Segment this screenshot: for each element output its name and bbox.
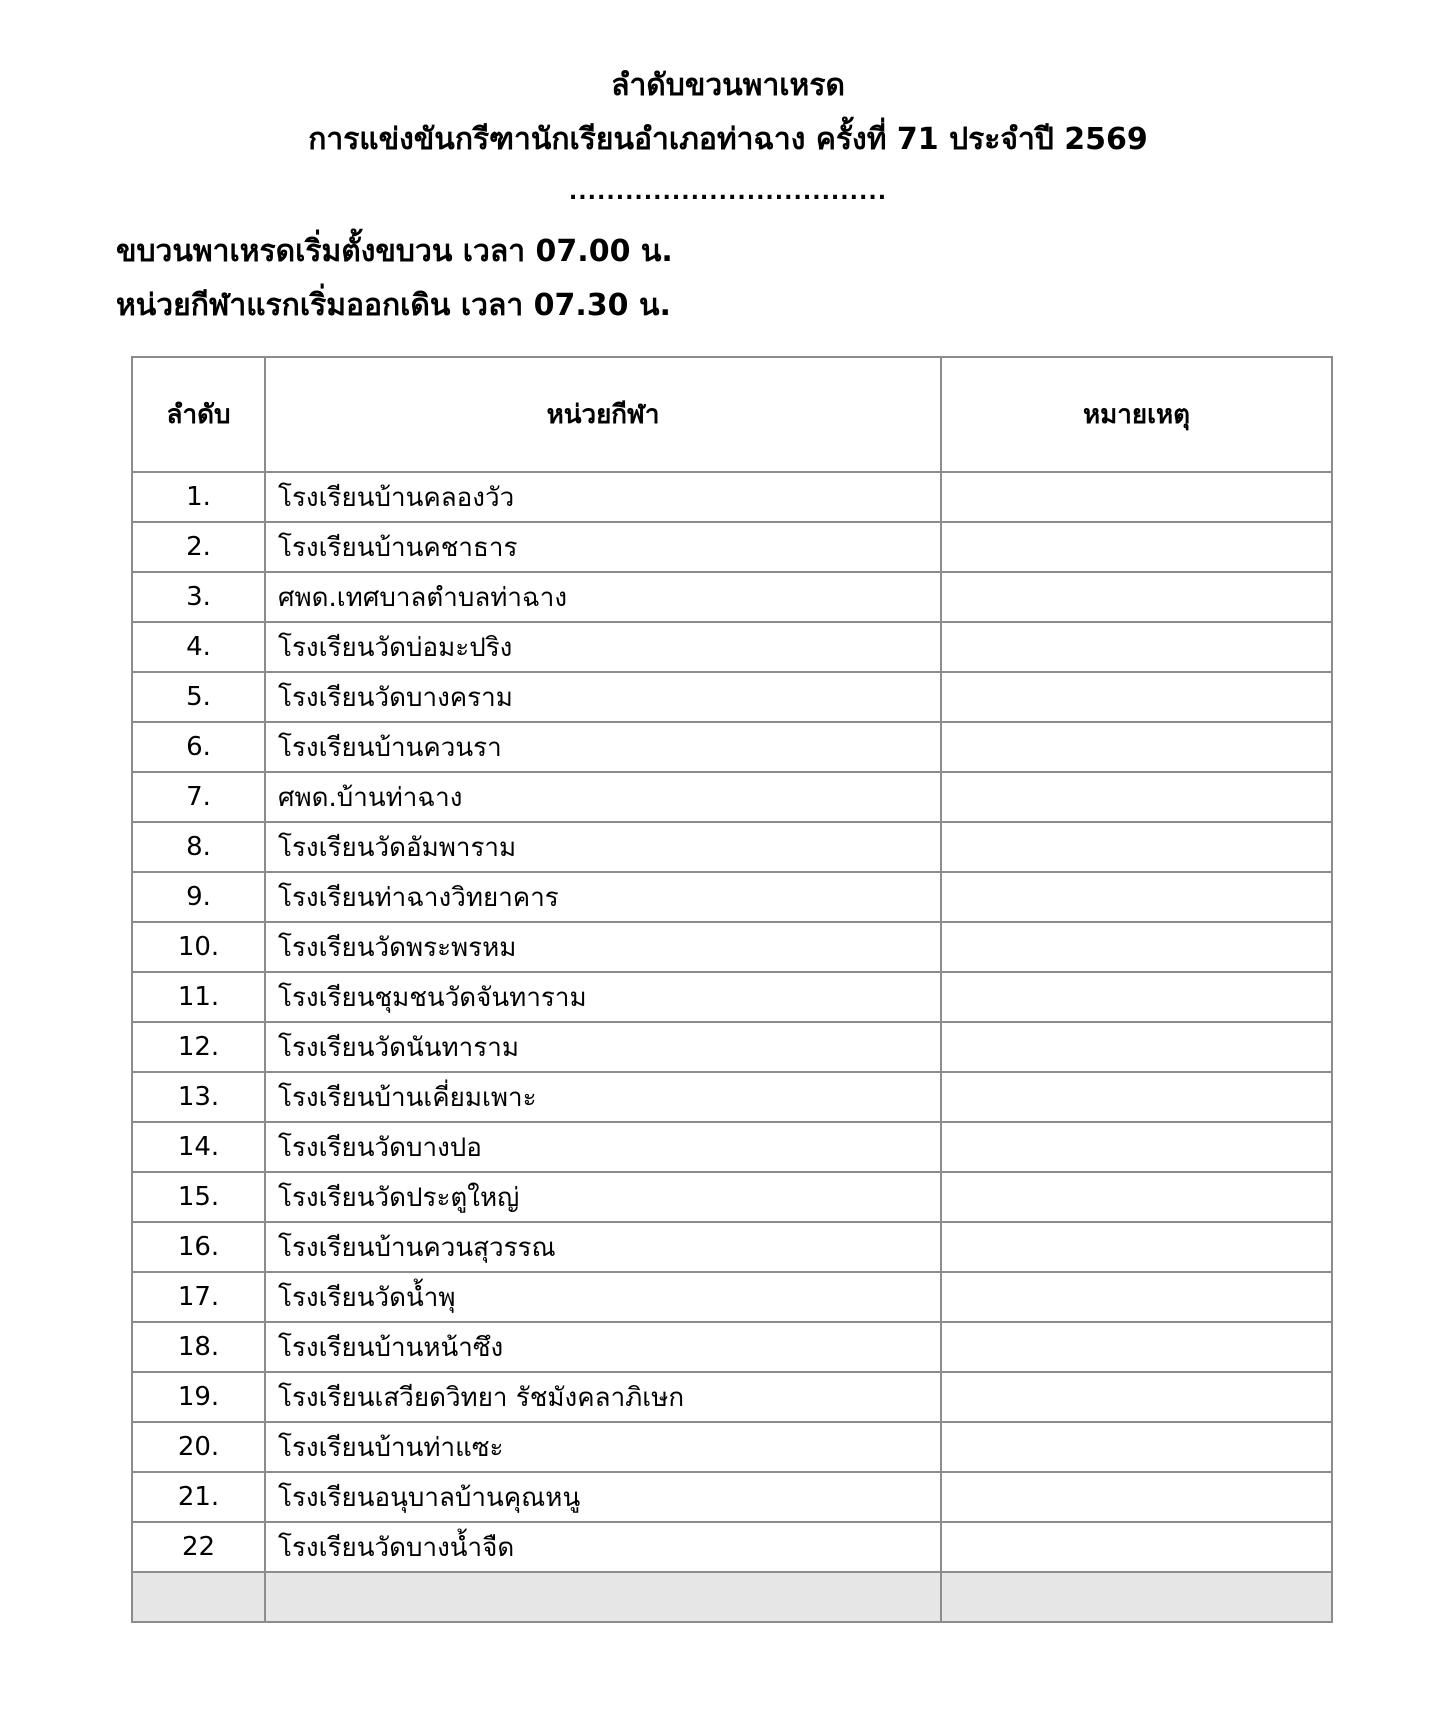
table-row <box>132 972 1332 1022</box>
row-note <box>941 572 1332 622</box>
row-order: 20. <box>132 1422 265 1472</box>
table-row <box>132 1522 1332 1572</box>
empty-cell <box>941 1572 1332 1622</box>
empty-cell <box>265 1572 941 1622</box>
row-order: 9. <box>132 872 265 922</box>
table-row <box>132 472 1332 522</box>
row-note <box>941 1322 1332 1372</box>
row-unit: ศพด.เทศบาลตำบลท่าฉาง <box>265 572 941 622</box>
row-order: 7. <box>132 772 265 822</box>
row-note <box>941 822 1332 872</box>
table-row <box>132 672 1332 722</box>
row-order: 16. <box>132 1222 265 1272</box>
dotted-separator: .................................. <box>568 180 888 205</box>
row-unit: โรงเรียนบ้านคชาธาร <box>265 522 941 572</box>
row-note <box>941 722 1332 772</box>
row-note <box>941 1172 1332 1222</box>
table-row <box>132 1422 1332 1472</box>
empty-cell <box>132 1572 265 1622</box>
row-unit: โรงเรียนวัดอัมพาราม <box>265 822 941 872</box>
table-row <box>132 1272 1332 1322</box>
row-order: 5. <box>132 672 265 722</box>
table-row <box>132 772 1332 822</box>
row-order: 14. <box>132 1122 265 1172</box>
row-order: 2. <box>132 522 265 572</box>
row-note <box>941 1072 1332 1122</box>
empty-table-row <box>132 1572 1332 1622</box>
row-note <box>941 1222 1332 1272</box>
row-unit: โรงเรียนชุมชนวัดจันทาราม <box>265 972 941 1022</box>
table-row <box>132 922 1332 972</box>
row-order: 21. <box>132 1472 265 1522</box>
row-order: 18. <box>132 1322 265 1372</box>
row-unit: โรงเรียนวัดบางน้ำจืด <box>265 1522 941 1572</box>
row-note <box>941 972 1332 1022</box>
row-note <box>941 772 1332 822</box>
column-header-order: ลำดับ <box>132 357 265 472</box>
table-row <box>132 872 1332 922</box>
row-unit: โรงเรียนวัดประตูใหญ่ <box>265 1172 941 1222</box>
page-subtitle: การแข่งขันกรีฑานักเรียนอำเภอท่าฉาง ครั้งที่ 71 ประจำปี 2569 <box>308 122 1148 157</box>
table-row <box>132 1022 1332 1072</box>
row-unit: โรงเรียนบ้านควนสุวรรณ <box>265 1222 941 1272</box>
table-row <box>132 1372 1332 1422</box>
row-note <box>941 1472 1332 1522</box>
table-row <box>132 522 1332 572</box>
row-unit: โรงเรียนบ้านหน้าซึง <box>265 1322 941 1372</box>
row-order: 6. <box>132 722 265 772</box>
row-unit: โรงเรียนบ้านเคี่ยมเพาะ <box>265 1072 941 1122</box>
row-unit: โรงเรียนวัดน้ำพุ <box>265 1272 941 1322</box>
column-header-unit: หน่วยกีฬา <box>265 357 941 472</box>
row-note <box>941 1422 1332 1472</box>
table-row <box>132 1172 1332 1222</box>
row-unit: โรงเรียนบ้านควนรา <box>265 722 941 772</box>
table-row <box>132 1472 1332 1522</box>
row-unit: ศพด.บ้านท่าฉาง <box>265 772 941 822</box>
row-order: 4. <box>132 622 265 672</box>
row-note <box>941 1122 1332 1172</box>
row-order: 19. <box>132 1372 265 1422</box>
row-note <box>941 472 1332 522</box>
row-note <box>941 872 1332 922</box>
row-order: 1. <box>132 472 265 522</box>
row-order: 12. <box>132 1022 265 1072</box>
row-unit: โรงเรียนบ้านคลองวัว <box>265 472 941 522</box>
row-unit: โรงเรียนอนุบาลบ้านคุณหนู <box>265 1472 941 1522</box>
row-note <box>941 1372 1332 1422</box>
row-note <box>941 1272 1332 1322</box>
page-title: ลำดับขวนพาเหรด <box>611 68 845 103</box>
row-order: 13. <box>132 1072 265 1122</box>
row-order: 3. <box>132 572 265 622</box>
row-order: 15. <box>132 1172 265 1222</box>
table-body <box>132 472 1332 1622</box>
row-unit: โรงเรียนวัดนันทาราม <box>265 1022 941 1072</box>
row-unit: โรงเรียนวัดบางคราม <box>265 672 941 722</box>
row-unit: โรงเรียนวัดบางปอ <box>265 1122 941 1172</box>
table-header-row <box>132 357 1332 472</box>
row-unit: โรงเรียนเสวียดวิทยา รัชมังคลาภิเษก <box>265 1372 941 1422</box>
table-row <box>132 572 1332 622</box>
row-unit: โรงเรียนวัดพระพรหม <box>265 922 941 972</box>
row-order: 22 <box>132 1522 265 1572</box>
row-unit: โรงเรียนท่าฉางวิทยาคาร <box>265 872 941 922</box>
table-row <box>132 1322 1332 1372</box>
table-row <box>132 822 1332 872</box>
parade-start-time: ขบวนพาเหรดเริ่มตั้งขบวน เวลา 07.00 น. <box>116 234 673 269</box>
row-note <box>941 1522 1332 1572</box>
parade-order-table <box>131 356 1333 1623</box>
row-unit: โรงเรียนบ้านท่าแซะ <box>265 1422 941 1472</box>
row-note <box>941 922 1332 972</box>
row-unit: โรงเรียนวัดบ่อมะปริง <box>265 622 941 672</box>
table-row <box>132 1122 1332 1172</box>
row-order: 10. <box>132 922 265 972</box>
row-order: 8. <box>132 822 265 872</box>
row-note <box>941 622 1332 672</box>
table-row <box>132 622 1332 672</box>
table-row <box>132 722 1332 772</box>
row-note <box>941 522 1332 572</box>
row-note <box>941 672 1332 722</box>
row-order: 17. <box>132 1272 265 1322</box>
table-row <box>132 1222 1332 1272</box>
row-order: 11. <box>132 972 265 1022</box>
first-unit-departure-time: หน่วยกีฬาแรกเริ่มออกเดิน เวลา 07.30 น. <box>116 288 671 323</box>
table-row <box>132 1072 1332 1122</box>
row-note <box>941 1022 1332 1072</box>
column-header-note: หมายเหตุ <box>941 357 1332 472</box>
